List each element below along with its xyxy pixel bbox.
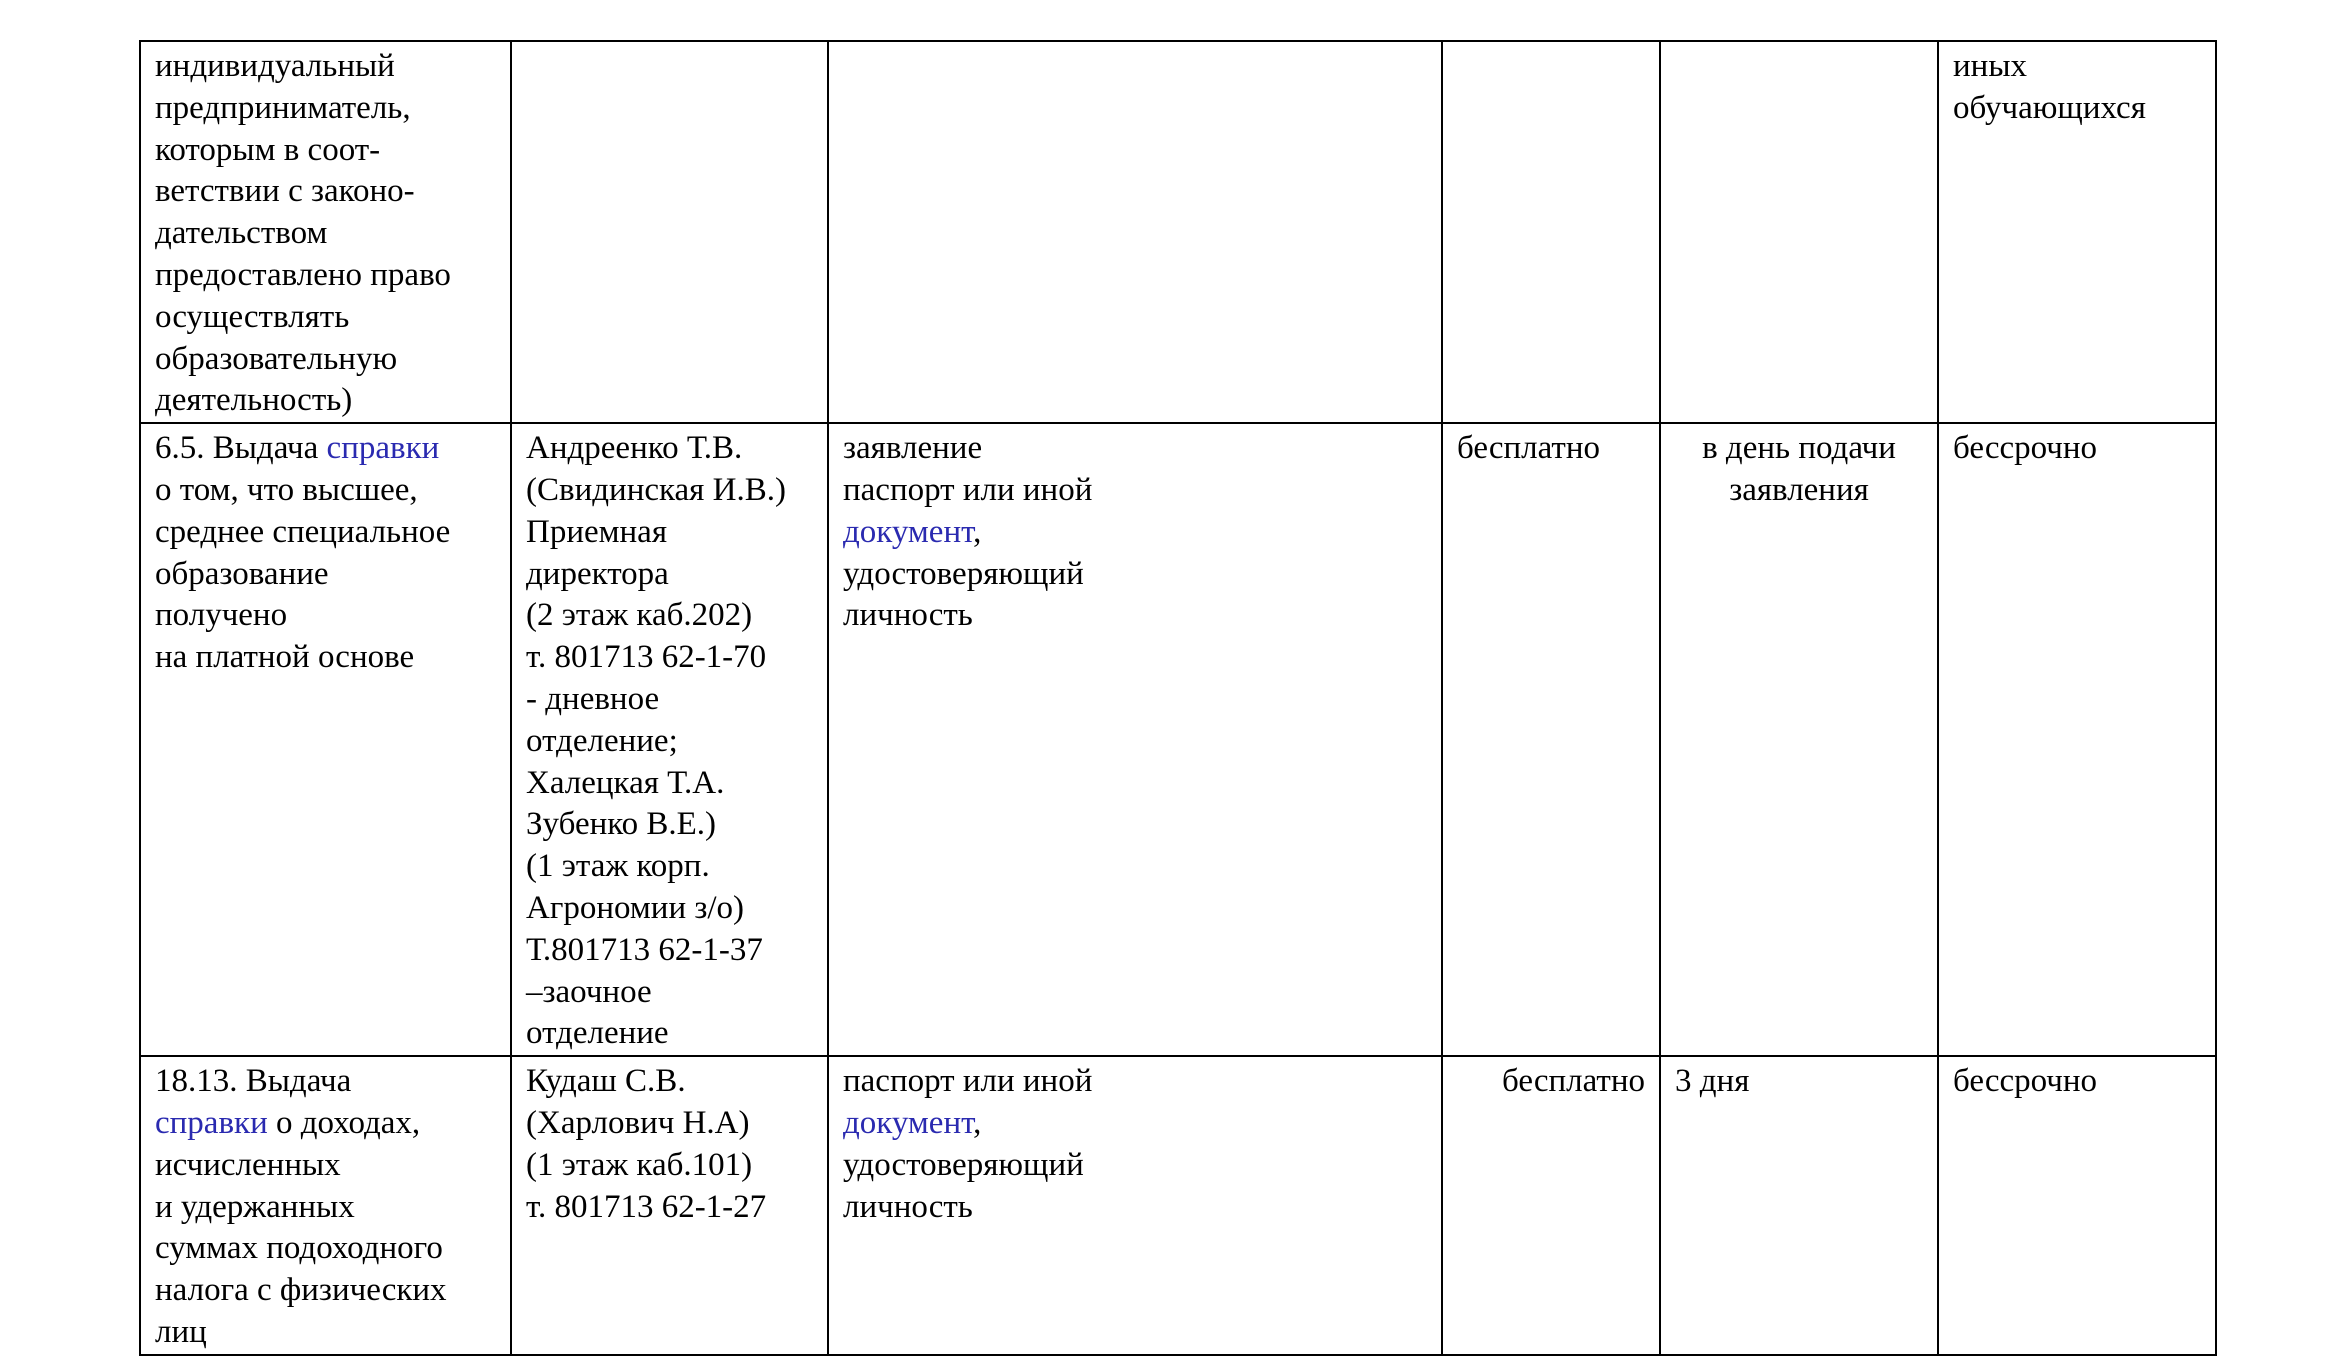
responsible-cell (511, 41, 828, 423)
documents-cell (828, 1056, 1442, 1355)
term-cell: 3 дня (1660, 1056, 1938, 1355)
procedure-text: 18.13. Выдача (155, 1063, 352, 1100)
responsible-cell: Андреенко Т.В. (Свидинская И.В.) Приемная директора (2 этаж каб.202) т. 801713 62-1-70 - дневное отделение; Халецкая Т.А. Зубенко В.Е.) (1 этаж корп. Агрономии з/о) Т.801713 62-1-37 –заочное отделение (511, 423, 828, 1056)
certificate-link[interactable]: справки (326, 430, 440, 467)
fee-cell: бесплатно (1442, 423, 1660, 1056)
fee-cell (1442, 41, 1660, 423)
documents-text: заявление паспорт или иной (843, 430, 1093, 508)
documents-text: , удостоверяющий личность (843, 1104, 1084, 1225)
services-table (139, 40, 2217, 1356)
procedure-cell (140, 1056, 511, 1355)
procedure-text: о том, что высшее, среднее специальное образование получено на платной основе (155, 471, 451, 676)
documents-cell (828, 423, 1442, 1056)
procedure-cell (140, 423, 511, 1056)
documents-cell (828, 41, 1442, 423)
validity-cell: бессрочно (1938, 423, 2216, 1056)
procedure-text: 6.5. Выдача (155, 430, 327, 467)
procedure-text: о доходах, исчисленных и удержанных суммах подоходного налога с физических лиц (155, 1104, 447, 1350)
fee-cell: бесплатно (1442, 1056, 1660, 1355)
documents-text: , удостоверяющий личность (843, 513, 1084, 634)
documents-text: паспорт или иной (843, 1063, 1093, 1100)
certificate-link[interactable]: справки (155, 1104, 268, 1141)
procedure-text: индивидуальный предприниматель, которым в соот- ветствии с законо- дательством предоставлено право осуществлять образовательную деятельность) (155, 48, 451, 419)
term-cell: в день подачи заявления (1660, 423, 1938, 1056)
table-row (140, 1056, 2216, 1355)
table-row (140, 423, 2216, 1056)
procedure-cell (140, 41, 511, 423)
validity-cell: иных обучающихся (1938, 41, 2216, 423)
document-link[interactable]: документ (843, 513, 974, 550)
validity-cell: бессрочно (1938, 1056, 2216, 1355)
term-cell (1660, 41, 1938, 423)
responsible-cell: Кудаш С.В. (Харлович Н.А) (1 этаж каб.101) т. 801713 62-1-27 (511, 1056, 828, 1355)
document-link[interactable]: документ (843, 1104, 974, 1141)
table-row (140, 41, 2216, 423)
